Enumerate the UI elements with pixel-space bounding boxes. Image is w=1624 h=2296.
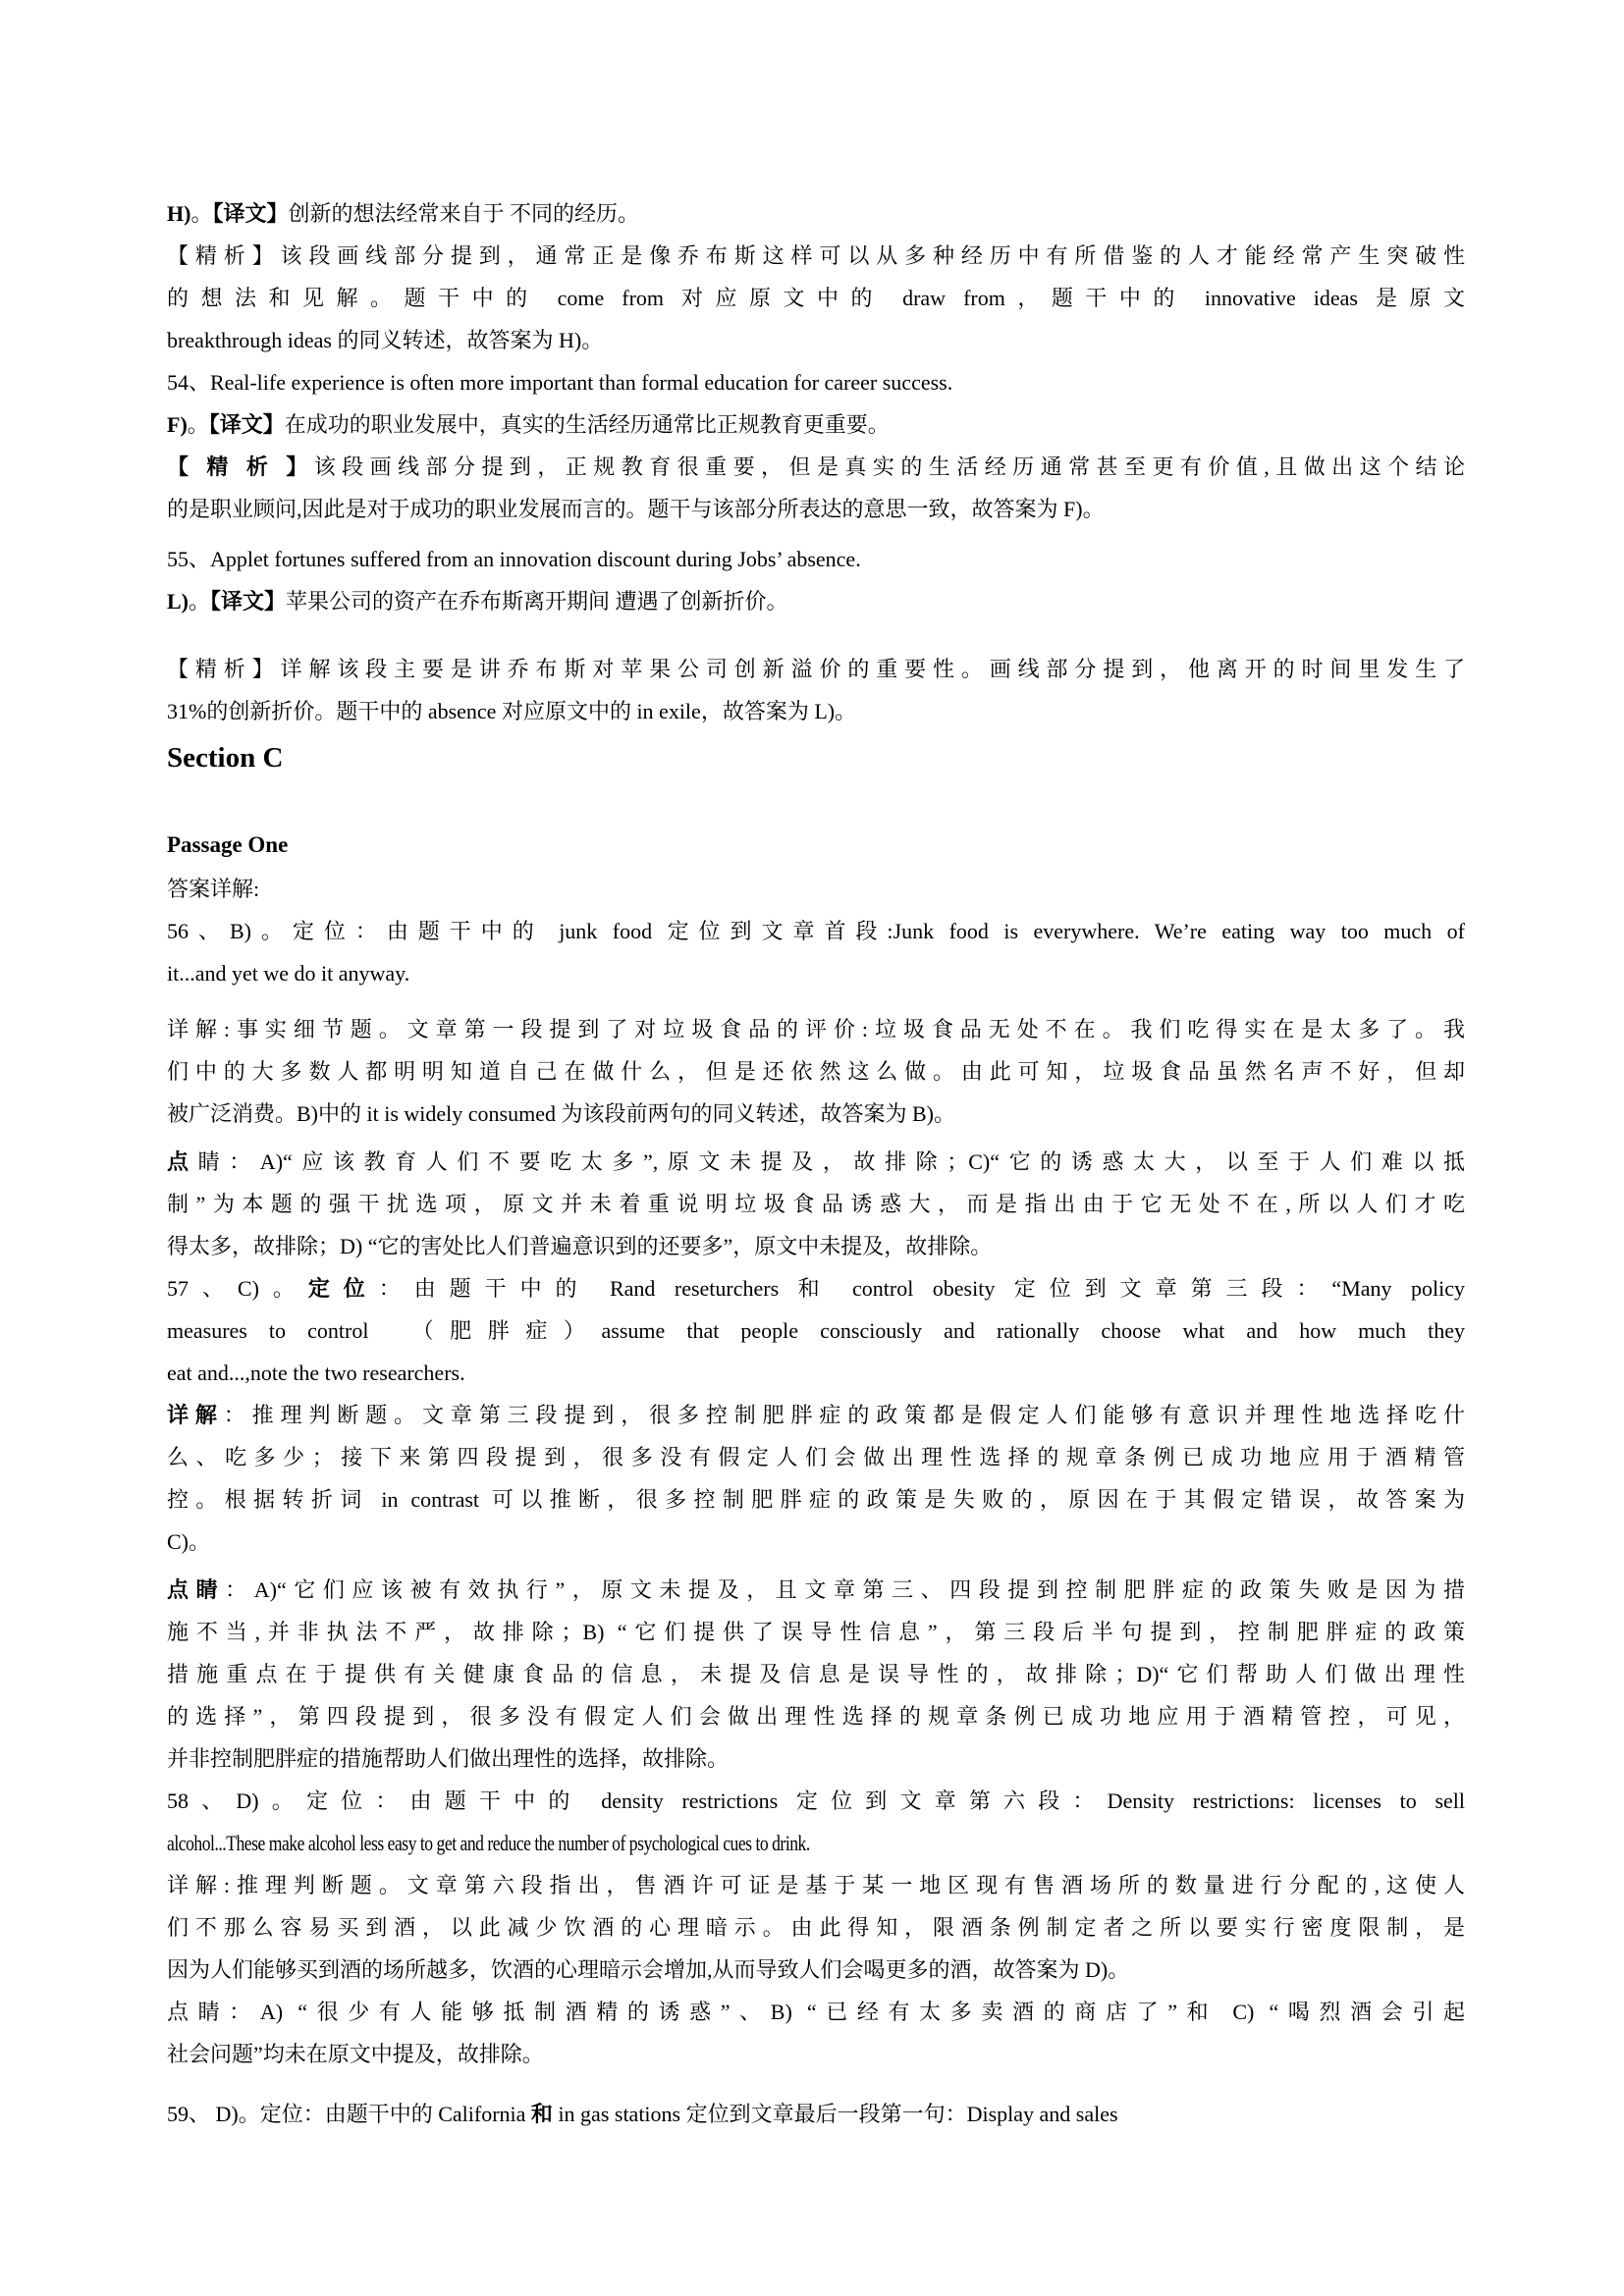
text-line (167, 1050, 1465, 1093)
text-line (167, 1008, 1465, 1050)
text-run: 详解:事实细节题。文章第一段提到了对垃圾食品的评价:垃圾食品无处不在。我们吃得实在是太多了。我 (167, 1017, 1465, 1041)
text-line (167, 1225, 1465, 1267)
text-run: 点 (167, 1149, 198, 1174)
text-run: 54、Real-life experience is often more important than formal education for career success. (167, 370, 953, 395)
text-run: 31%的创新折价。题干中的 absence 对应原文中的 in exile，故答案为 L)。 (167, 699, 857, 723)
text-run: 【精析】详解该段主要是讲乔布斯对苹果公司创新溢价的重要性。画线部分提到，他离开的时间里发生了 (167, 657, 1465, 681)
text-line (167, 319, 1465, 361)
text-line (167, 538, 1465, 580)
text-run: 么、吃多少；接下来第四段提到，很多没有假定人们会做出理性选择的规章条例已成功地应用于酒精管 (167, 1445, 1465, 1469)
text-run: 措施重点在于提供有关健康食品的信息，未提及信息是误导性的，故排除；D)“它们帮助人们做出理性 (167, 1662, 1465, 1686)
text-run: H) (167, 201, 191, 226)
text-line (167, 1352, 1465, 1394)
text-run: ：由题干中的 Rand reseturchers 和 control obesity 定位到文章第三段：“Many policy (378, 1276, 1465, 1301)
text-run: 【译文】 (208, 412, 285, 437)
text-run: alcohol...These make alcohol less easy to get and reduce the number of psychological cues to drink. (167, 1831, 810, 1855)
text-run: 57、C)。 (167, 1276, 308, 1301)
text-run: L) (167, 589, 189, 614)
text-run: 并非控制肥胖症的措施帮助人们做出理性的选择，故排除。 (167, 1746, 730, 1771)
text-line (167, 403, 1465, 446)
text-run: 苹果公司的资产在乔布斯离开期间 遭遇了创新折价。 (286, 589, 788, 614)
text-line (167, 1653, 1465, 1695)
text-line (167, 361, 1465, 403)
text-run: 制”为本题的强干扰选项，原文并未着重说明垃圾食品诱惑大，而是指出由于它无处不在,所以人们才吃 (167, 1192, 1465, 1216)
text-run: 。 (187, 412, 209, 437)
text-line (167, 690, 1465, 732)
text-run: 的想法和见解。题干中的 come from 对应原文中的 draw from，题干中的 innovative ideas 是原文 (167, 286, 1465, 310)
text-run: 的选择”，第四段提到，很多没有假定人们会做出理性选择的规章条例已成功地应用于酒精管控，可见， (167, 1704, 1465, 1729)
text-run: 睛：A)“应该教育人们不要吃太多”,原文未提及，故排除；C)“它的诱惑太大，以至于人们难以抵 (197, 1149, 1465, 1174)
passage-heading (167, 823, 1465, 868)
text-line (167, 1780, 1465, 1822)
text-line (167, 2033, 1465, 2075)
text-run: ：推理判断题。文章第三段提到，很多控制肥胖症的政策都是假定人们能够有意识并理性地选择吃什 (223, 1403, 1465, 1427)
text-line (167, 1478, 1465, 1521)
text-line (167, 192, 1465, 235)
text-run: 和 (530, 2102, 553, 2126)
text-line (167, 1737, 1465, 1780)
text-line (167, 1436, 1465, 1478)
text-run: it...and yet we do it anyway. (167, 961, 410, 986)
text-run: 创新的想法经常来自于 不同的经历。 (288, 201, 639, 226)
text-run: measures to control （肥胖症）assume that people consciously and rationally choose what and how much they (167, 1318, 1465, 1343)
text-line (167, 910, 1465, 952)
text-run: 58、D)。定位：由题干中的 density restrictions 定位到文章第六段：Density restrictions: licenses to sell (167, 1789, 1465, 1813)
text-run: 55、Applet fortunes suffered from an innovation discount during Jobs’ absence. (167, 547, 861, 571)
text-run: 【译文】 (210, 589, 287, 614)
text-line (167, 952, 1465, 994)
text-line (167, 1906, 1465, 1949)
text-run: ：A)“它们应该被有效执行”，原文未提及，且文章第三、四段提到控制肥胖症的政策失败是因为措 (225, 1577, 1465, 1602)
text-run: C)。 (167, 1529, 211, 1554)
text-line (167, 1949, 1465, 1991)
text-run: 答案详解: (167, 877, 260, 901)
text-run: 社会问题”均未在原文中提及，故排除。 (167, 2042, 544, 2066)
text-line (167, 1267, 1465, 1309)
text-run: 56、B)。定位：由题干中的 junk food 定位到文章首段:Junk food is everywhere. We’re eating way too much of (167, 919, 1465, 943)
text-run: Passage One (167, 832, 289, 857)
text-line (167, 1309, 1465, 1352)
text-line (167, 446, 1465, 488)
text-line (167, 1394, 1465, 1436)
text-line (167, 488, 1465, 530)
text-run: 。 (190, 201, 213, 226)
text-line (167, 1183, 1465, 1225)
text-run: 在成功的职业发展中，真实的生活经历通常比正规教育更重要。 (284, 412, 890, 437)
text-line (167, 1521, 1465, 1563)
text-run: breakthrough ideas 的同义转述，故答案为 H)。 (167, 328, 604, 352)
text-line (167, 2093, 1465, 2135)
text-run: 。 (189, 589, 211, 614)
text-run: 详解 (167, 1403, 224, 1427)
text-line (167, 580, 1465, 622)
text-run: Section C (167, 742, 284, 774)
text-run: in gas stations 定位到文章最后一段第一句：Display and sales (552, 2102, 1118, 2126)
text-line (167, 235, 1465, 277)
text-line (167, 1569, 1465, 1611)
text-run: 【译文】 (212, 201, 289, 226)
text-run: 施不当,并非执法不严，故排除；B) “它们提供了误导性信息”，第三段后半句提到，控制肥胖症的政策 (167, 1620, 1465, 1644)
text-line (167, 1695, 1465, 1737)
text-line (167, 1864, 1465, 1906)
text-run: 点睛：A) “很少有人能够抵制酒精的诱惑”、B) “已经有太多卖酒的商店了”和 C) “喝烈酒会引起 (167, 2000, 1465, 2024)
text-run: 得太多，故排除；D) “它的害处比人们普遍意识到的还要多”，原文中未提及，故排除。 (167, 1234, 993, 1258)
text-line (167, 1822, 1465, 1864)
text-run: 【精析】该段画线部分提到，通常正是像乔布斯这样可以从多种经历中有所借鉴的人才能经常产生突破性 (167, 243, 1465, 268)
text-line (167, 868, 1465, 910)
text-run: F) (167, 412, 188, 437)
text-run: 【 精 析 】 (167, 454, 314, 479)
text-run: 的是职业顾问,因此是对于成功的职业发展而言的。题干与该部分所表达的意思一致，故答案为 F)。 (167, 497, 1105, 521)
text-run: 点睛 (167, 1577, 226, 1602)
text-run: 们不那么容易买到酒，以此减少饮酒的心理暗示。由此得知，限酒条例制定者之所以要实行密度限制，是 (167, 1915, 1465, 1940)
document-content (167, 192, 1465, 2135)
text-line (167, 1093, 1465, 1135)
text-run: 被广泛消费。B)中的 it is widely consumed 为该段前两句的同义转述，故答案为 B)。 (167, 1101, 955, 1126)
text-run: 控。根据转折词 in contrast 可以推断，很多控制肥胖症的政策是失败的，原因在于其假定错误，故答案为 (167, 1487, 1465, 1512)
text-run: 定位 (307, 1276, 379, 1301)
text-run: 详解:推理判断题。文章第六段指出，售酒许可证是基于某一地区现有售酒场所的数量进行分配的,这使人 (167, 1873, 1465, 1897)
text-run: 该段画线部分提到，正规教育很重要，但是真实的生活经历通常甚至更有价值,且做出这个结论 (313, 454, 1465, 479)
text-run: 们中的大多数人都明明知道自己在做什么，但是还依然这么做。由此可知，垃圾食品虽然名声不好，但却 (167, 1059, 1465, 1084)
section-heading (167, 732, 1465, 783)
text-line (167, 648, 1465, 690)
text-run: 59、 D)。定位：由题干中的 California (167, 2102, 531, 2126)
text-run: eat and...,note the two researchers. (167, 1361, 465, 1385)
text-line (167, 1141, 1465, 1183)
text-line (167, 1991, 1465, 2033)
text-line (167, 277, 1465, 319)
text-run: 因为人们能够买到酒的场所越多，饮酒的心理暗示会增加,从而导致人们会喝更多的酒，故答案为 D)。 (167, 1957, 1130, 1982)
text-line (167, 1611, 1465, 1653)
